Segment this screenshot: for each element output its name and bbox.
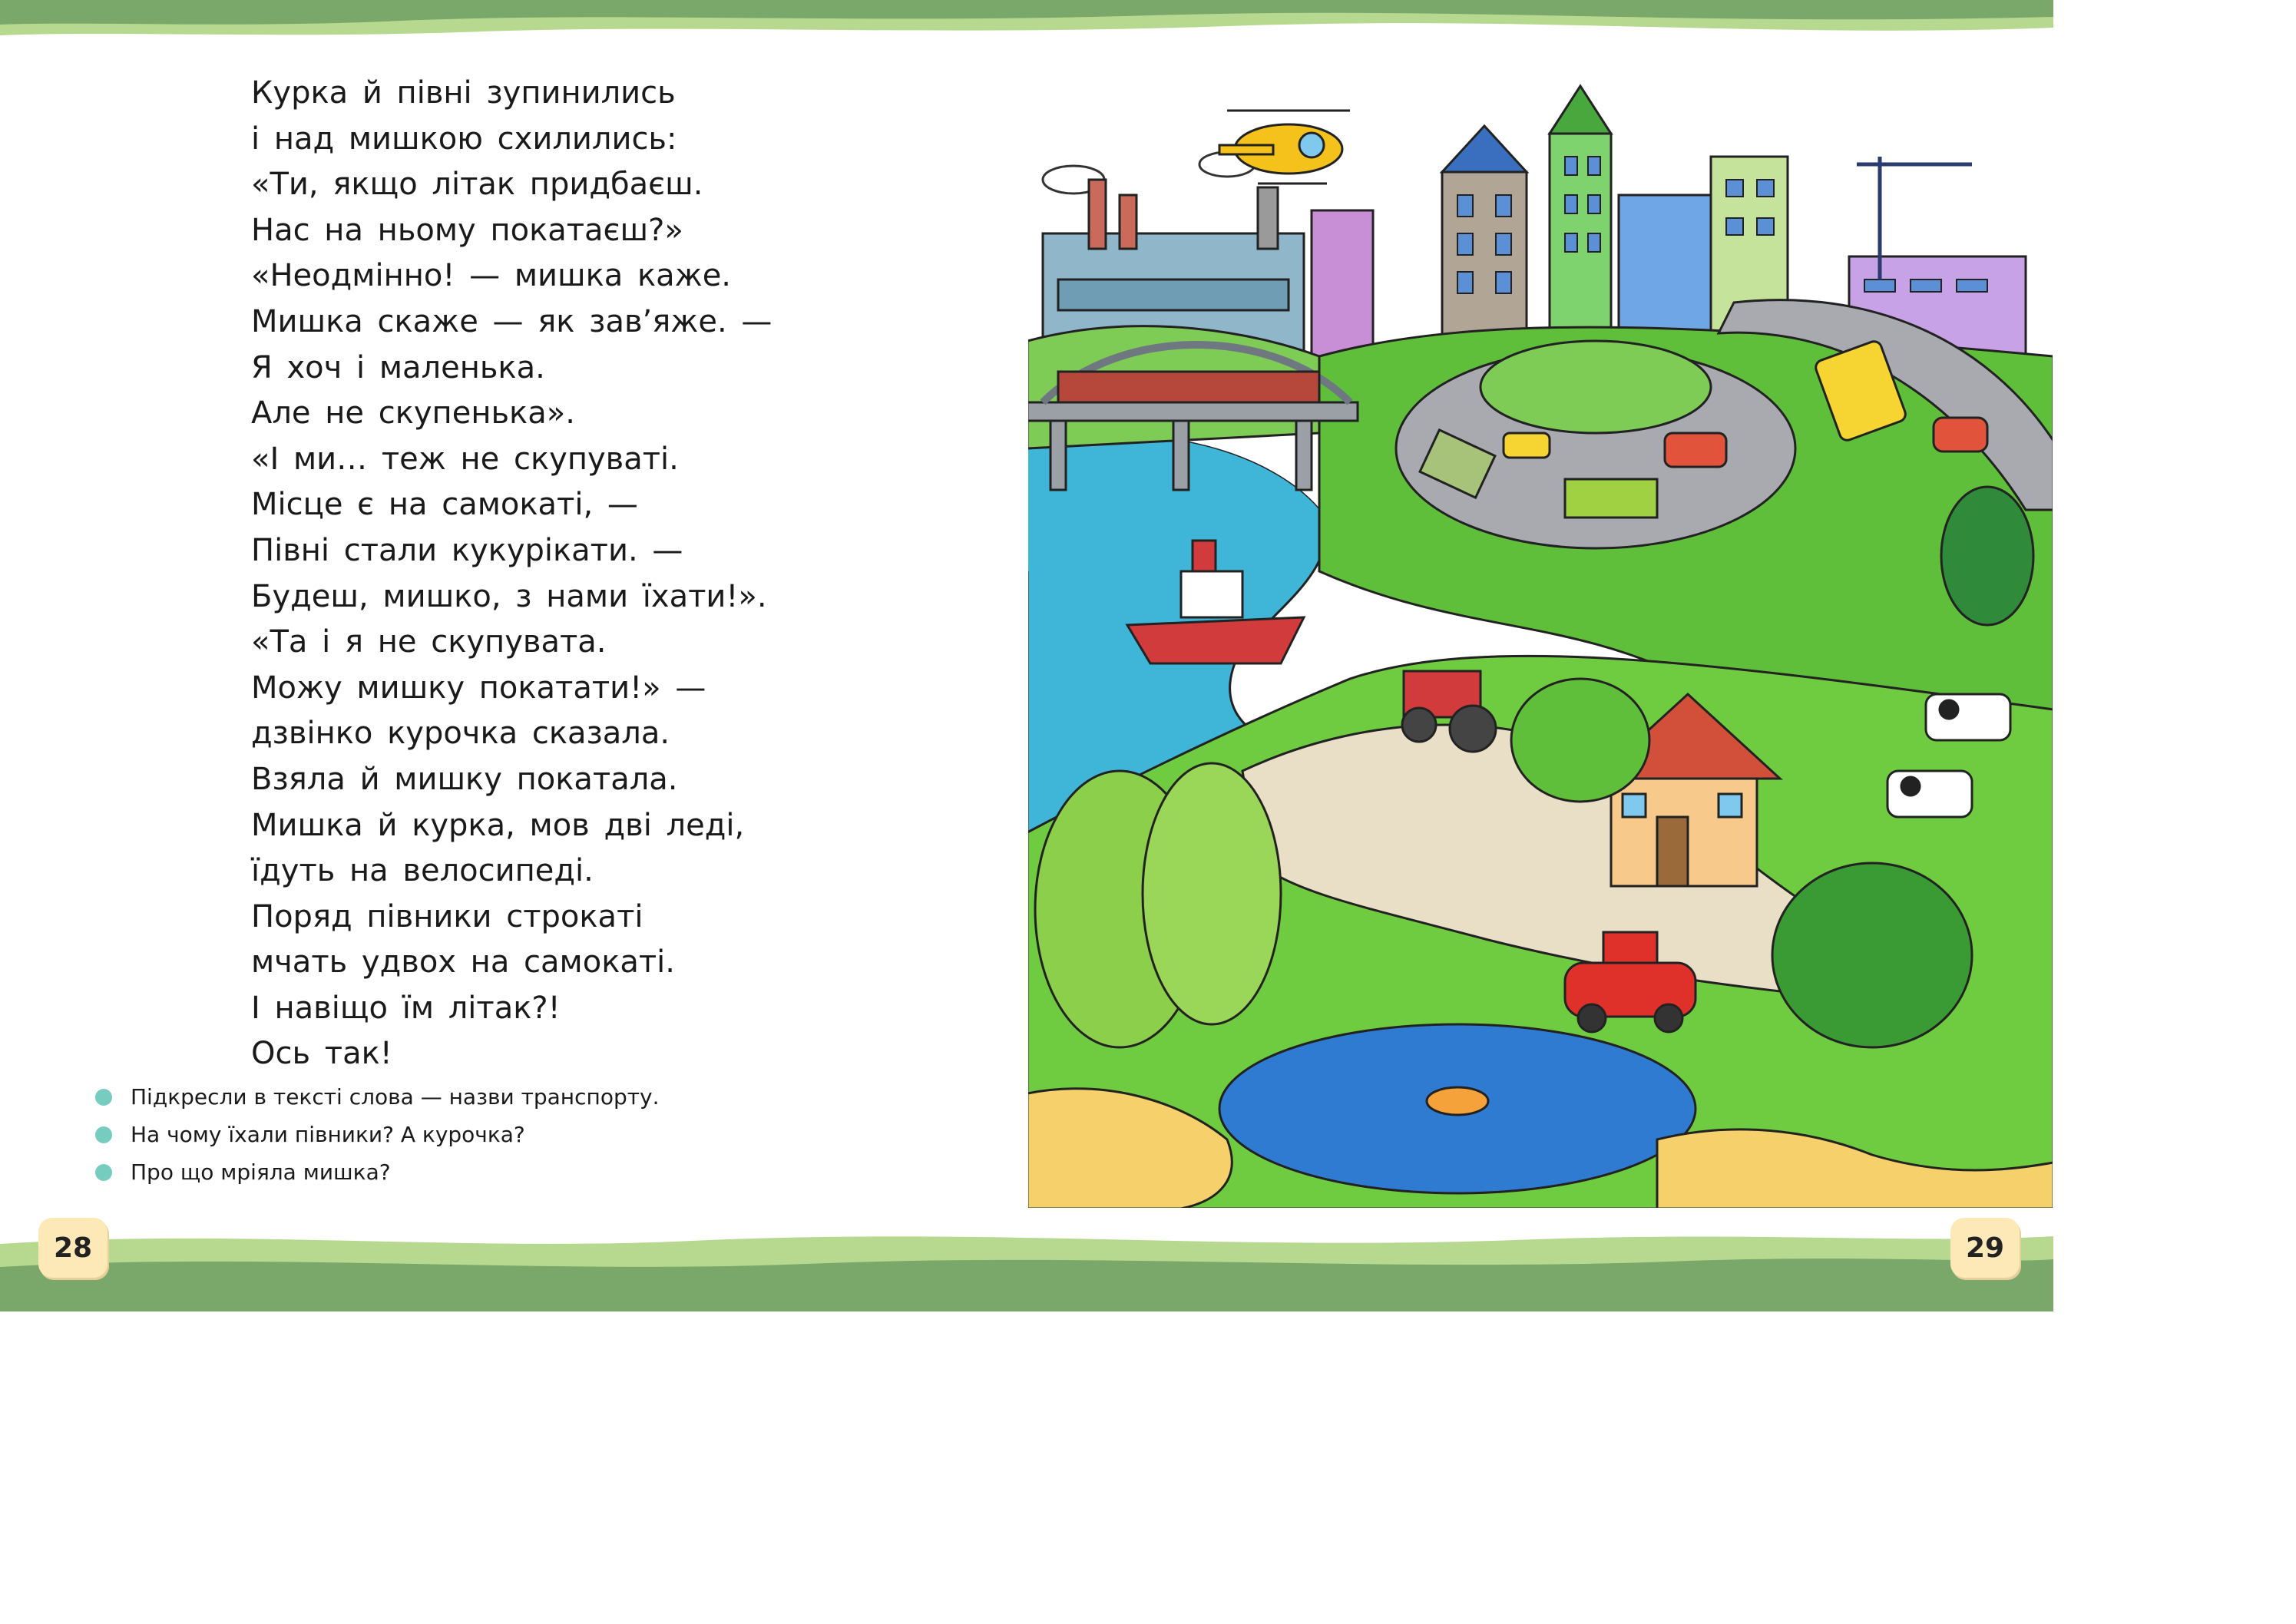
page-number-right: 29 — [1950, 1218, 2020, 1278]
question-item — [95, 1116, 786, 1153]
page-number-left: 28 — [38, 1218, 108, 1278]
poem-line: Будеш, мишко, з нами їхати!». — [251, 578, 767, 614]
question-item — [95, 1153, 786, 1191]
poem-line: Взяла й мишку покатала. — [251, 761, 678, 797]
top-wave-decoration — [0, 0, 2053, 46]
poem-line: Мишка й курка, мов дві леді, — [251, 807, 745, 843]
bullet-dot-icon — [95, 1164, 112, 1181]
poem-line: І навіщо їм літак?! — [251, 990, 561, 1026]
poem-line: і над мишкою схилились: — [251, 121, 677, 157]
question-text: Про що мріяла мишка? — [131, 1159, 391, 1185]
question-item — [95, 1078, 786, 1116]
poem-line: Можу мишку покатати!» — — [251, 670, 706, 706]
bullet-dot-icon — [95, 1089, 112, 1106]
poem-line: «І ми… теж не скупуваті. — [251, 441, 679, 477]
poem-line: «Ти, якщо літак придбаєш. — [251, 167, 703, 203]
question-list — [95, 1078, 786, 1191]
poem-line: «Неодмінно! — мишка каже. — [251, 258, 732, 294]
poem-line: Мишка скаже — як зав’яже. — — [251, 303, 773, 339]
poem-line: Поряд півники строкаті — [251, 898, 643, 934]
poem-line: «Та і я не скупувата. — [251, 624, 607, 660]
poem-line: дзвінко курочка сказала. — [251, 716, 670, 752]
poem-line: Місце є на самокаті, — — [251, 487, 638, 523]
poem-line: Курка й півні зупинились — [251, 75, 676, 111]
poem-line: Але не скупенька». — [251, 395, 575, 432]
bottom-wave-decoration — [0, 1213, 2053, 1311]
question-text: На чому їхали півники? А курочка? — [131, 1122, 525, 1147]
poem-text — [251, 71, 865, 1077]
poem-line: Я хоч і маленька. — [251, 349, 545, 385]
poem-line: Нас на ньому покатаєш?» — [251, 212, 683, 248]
poem-line: мчать удвох на самокаті. — [251, 944, 676, 981]
poem-line: їдуть на велосипеді. — [251, 853, 594, 889]
question-text: Підкресли в тексті слова — назви транспорту. — [131, 1084, 660, 1110]
transport-scene-illustration — [1027, 80, 2053, 1209]
poem-line: Півні стали кукурікати. — — [251, 532, 683, 568]
poem-line: Ось так! — [251, 1036, 392, 1072]
bullet-dot-icon — [95, 1126, 112, 1143]
